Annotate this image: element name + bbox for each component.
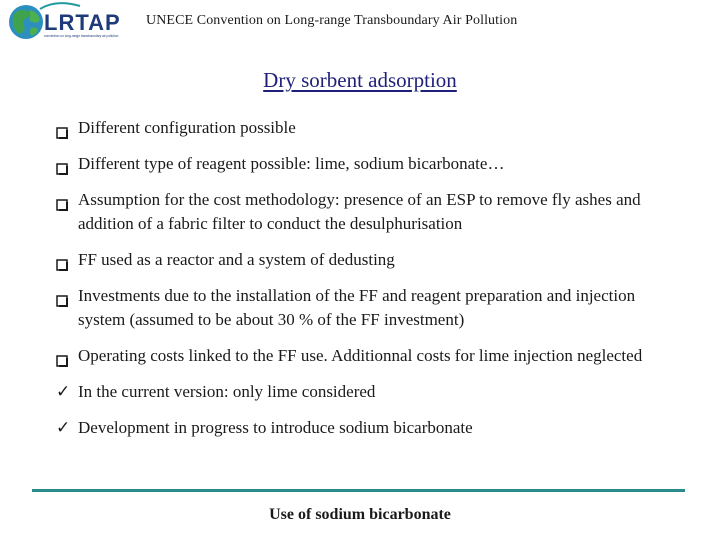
bullet-list [56,116,686,440]
bullet-item [56,116,686,140]
checkmark-bullet-icon: ✓ [56,382,71,402]
bullet-text: Development in progress to introduce sodium bicarbonate [78,418,473,437]
slide-title: Dry sorbent adsorption [263,68,457,92]
checkbox-bullet-icon [56,254,68,266]
bullet-text: In the current version: only lime considered [78,382,376,401]
checkbox-bullet-icon [56,194,68,206]
logo-tagline: convention on long-range transboundary air pollution [44,34,119,38]
bullet-text: Different type of reagent possible: lime, sodium bicarbonate… [78,154,505,173]
bullet-item [56,380,686,404]
checkbox-bullet-icon [56,350,68,362]
bullet-text: Different configuration possible [78,118,296,137]
bullet-item [56,248,686,272]
footer-divider [32,489,685,492]
bullet-item [56,152,686,176]
bullet-item [56,344,686,368]
lrtap-logo [4,2,136,42]
bullet-text: Assumption for the cost methodology: presence of an ESP to remove fly ashes and addition of a fabric filter to conduct the desulphurisation [78,190,641,233]
checkbox-bullet-icon [56,122,68,134]
bullet-item [56,416,686,440]
checkbox-bullet-icon [56,290,68,302]
footer-text: Use of sodium bicarbonate [269,506,451,523]
logo-wordmark: LRTAP [44,10,121,35]
bullet-text: Operating costs linked to the FF use. Additionnal costs for lime injection neglected [78,346,643,365]
bullet-item [56,284,686,332]
checkbox-bullet-icon [56,158,68,170]
bullet-text: Investments due to the installation of the FF and reagent preparation and injection system (assumed to be about 30 % of the FF investment) [78,286,636,329]
bullet-item [56,188,686,236]
header-title: UNECE Convention on Long-range Transboundary Air Pollution [146,13,518,28]
bullet-text: FF used as a reactor and a system of dedusting [78,250,395,269]
checkmark-bullet-icon: ✓ [56,418,71,438]
